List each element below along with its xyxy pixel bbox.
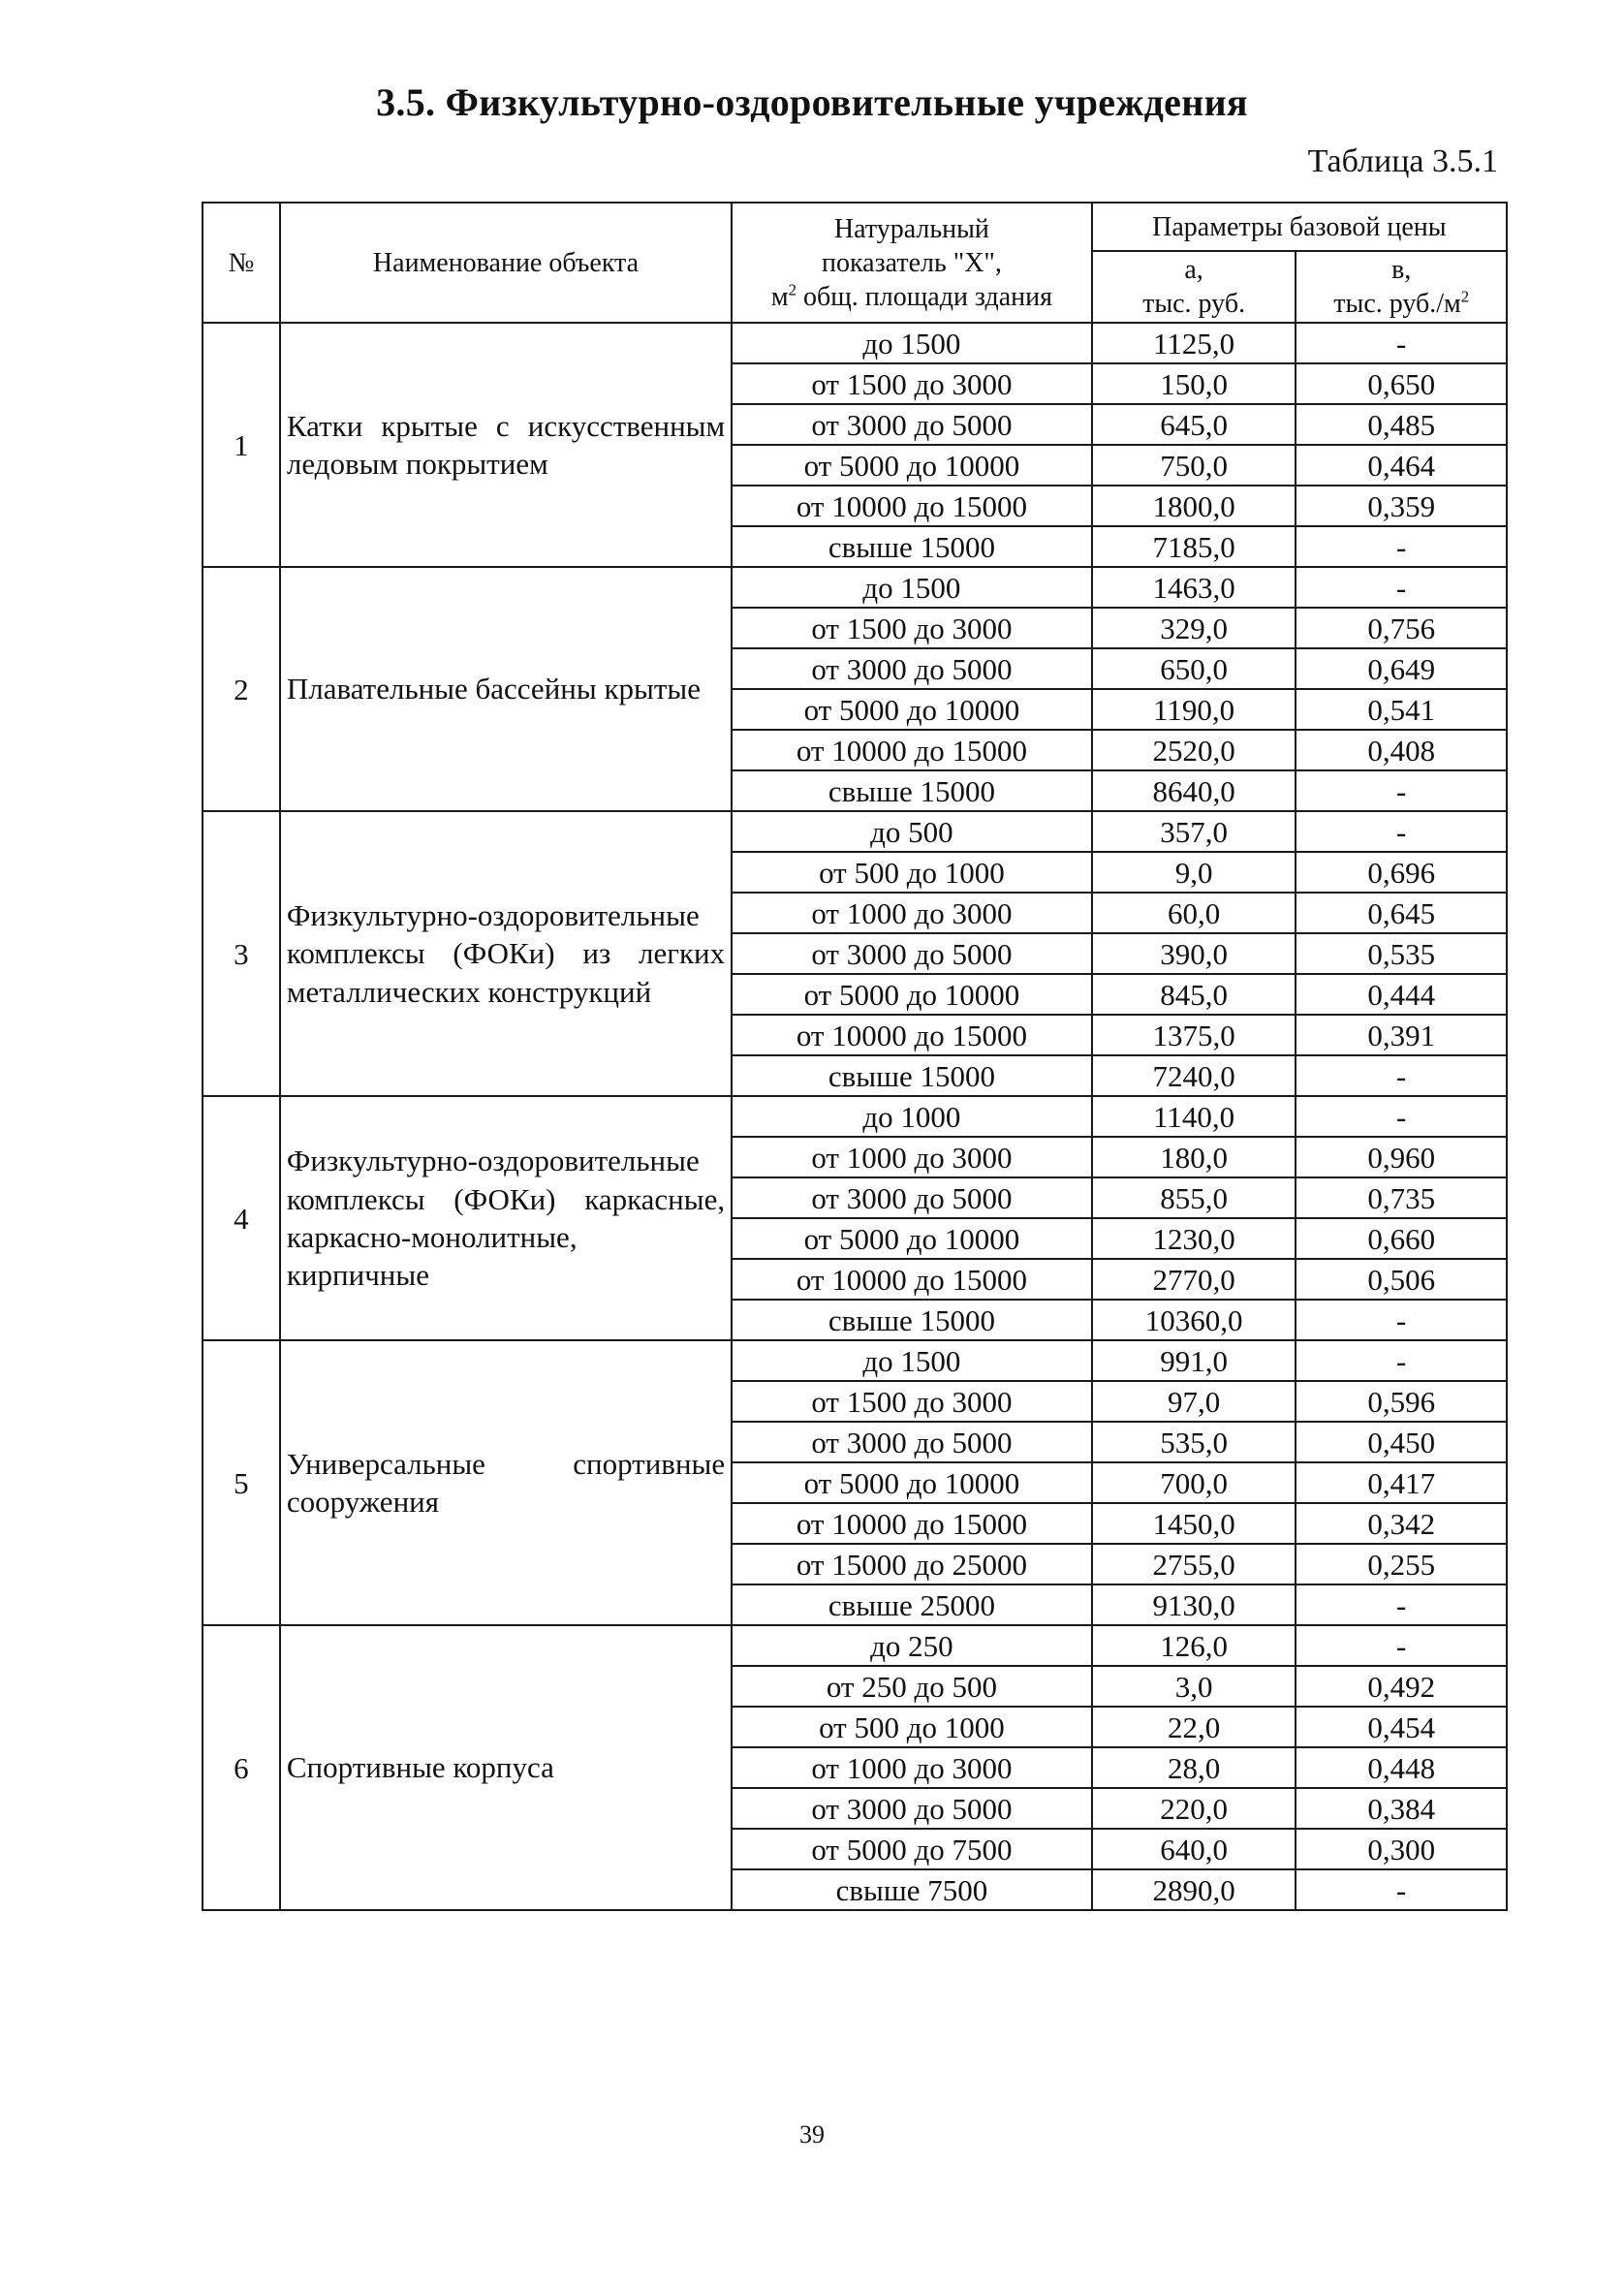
table-row xyxy=(203,323,1507,363)
param-a: 855,0 xyxy=(1092,1177,1296,1218)
param-b: 0,596 xyxy=(1296,1381,1507,1422)
param-a: 1375,0 xyxy=(1092,1015,1296,1055)
param-a: 1140,0 xyxy=(1092,1096,1296,1137)
param-a: 7240,0 xyxy=(1092,1055,1296,1096)
param-b: 0,649 xyxy=(1296,648,1507,689)
natural-indicator: от 1500 до 3000 xyxy=(732,1381,1092,1422)
header-natural-line1: Натуральный xyxy=(833,213,989,244)
param-a: 640,0 xyxy=(1092,1829,1296,1869)
natural-indicator: от 5000 до 10000 xyxy=(732,1218,1092,1259)
param-b: 0,535 xyxy=(1296,933,1507,974)
header-a xyxy=(1092,251,1296,323)
natural-indicator: от 10000 до 15000 xyxy=(732,1259,1092,1300)
natural-indicator: от 1000 до 3000 xyxy=(732,1747,1092,1788)
param-a: 22,0 xyxy=(1092,1707,1296,1747)
natural-indicator: от 10000 до 15000 xyxy=(732,730,1092,770)
param-b: 0,391 xyxy=(1296,1015,1507,1055)
param-a: 390,0 xyxy=(1092,933,1296,974)
param-b: 0,384 xyxy=(1296,1788,1507,1829)
param-b: - xyxy=(1296,1096,1507,1137)
header-b xyxy=(1296,251,1507,323)
natural-indicator: свыше 15000 xyxy=(732,1055,1092,1096)
param-b: 0,444 xyxy=(1296,974,1507,1015)
natural-indicator: от 10000 до 15000 xyxy=(732,1503,1092,1544)
param-a: 650,0 xyxy=(1092,648,1296,689)
natural-indicator: свыше 25000 xyxy=(732,1584,1092,1625)
param-a: 2770,0 xyxy=(1092,1259,1296,1300)
param-b: - xyxy=(1296,1340,1507,1381)
param-a: 991,0 xyxy=(1092,1340,1296,1381)
natural-indicator: до 1500 xyxy=(732,1340,1092,1381)
param-a: 1125,0 xyxy=(1092,323,1296,363)
param-b: 0,650 xyxy=(1296,363,1507,404)
table-label: Таблица 3.5.1 xyxy=(1307,143,1498,179)
param-a: 700,0 xyxy=(1092,1462,1296,1503)
param-a: 180,0 xyxy=(1092,1137,1296,1177)
param-b: - xyxy=(1296,323,1507,363)
natural-indicator: от 3000 до 5000 xyxy=(732,404,1092,445)
natural-indicator: до 250 xyxy=(732,1625,1092,1666)
natural-indicator: от 500 до 1000 xyxy=(732,1707,1092,1747)
object-number: 4 xyxy=(203,1096,280,1340)
natural-indicator: от 10000 до 15000 xyxy=(732,1015,1092,1055)
param-a: 3,0 xyxy=(1092,1666,1296,1707)
param-b: - xyxy=(1296,770,1507,811)
natural-indicator: от 250 до 500 xyxy=(732,1666,1092,1707)
param-a: 7185,0 xyxy=(1092,526,1296,567)
param-a: 9,0 xyxy=(1092,852,1296,893)
param-b: - xyxy=(1296,567,1507,608)
param-b: 0,300 xyxy=(1296,1829,1507,1869)
header-natural-unit: м xyxy=(770,281,789,312)
param-b: - xyxy=(1296,1055,1507,1096)
param-b: 0,417 xyxy=(1296,1462,1507,1503)
param-a: 845,0 xyxy=(1092,974,1296,1015)
param-a: 9130,0 xyxy=(1092,1584,1296,1625)
natural-indicator: от 1500 до 3000 xyxy=(732,363,1092,404)
object-number: 6 xyxy=(203,1625,280,1910)
natural-indicator: свыше 15000 xyxy=(732,1300,1092,1340)
header-a-line2: тыс. руб. xyxy=(1142,289,1246,319)
param-a: 1190,0 xyxy=(1092,689,1296,730)
param-a: 8640,0 xyxy=(1092,770,1296,811)
param-b: 0,960 xyxy=(1296,1137,1507,1177)
param-b: - xyxy=(1296,811,1507,852)
param-a: 1230,0 xyxy=(1092,1218,1296,1259)
header-a-line1: а, xyxy=(1184,255,1203,285)
param-a: 150,0 xyxy=(1092,363,1296,404)
table-row xyxy=(203,1096,1507,1137)
param-a: 126,0 xyxy=(1092,1625,1296,1666)
header-num: № xyxy=(203,203,280,323)
natural-indicator: от 3000 до 5000 xyxy=(732,933,1092,974)
param-a: 329,0 xyxy=(1092,608,1296,648)
object-name: Универсальные спортивные сооружения xyxy=(280,1340,732,1625)
object-number: 2 xyxy=(203,567,280,811)
table-body xyxy=(203,323,1507,1910)
header-natural-rest: общ. площади здания xyxy=(796,281,1053,312)
param-a: 97,0 xyxy=(1092,1381,1296,1422)
param-b: 0,408 xyxy=(1296,730,1507,770)
header-natural-line2: показатель "X", xyxy=(822,247,1002,278)
param-a: 60,0 xyxy=(1092,893,1296,933)
param-a: 220,0 xyxy=(1092,1788,1296,1829)
natural-indicator: до 1500 xyxy=(732,567,1092,608)
natural-indicator: от 5000 до 10000 xyxy=(732,445,1092,486)
header-natural-sup: 2 xyxy=(788,280,796,299)
param-b: 0,506 xyxy=(1296,1259,1507,1300)
natural-indicator: свыше 15000 xyxy=(732,526,1092,567)
natural-indicator: от 3000 до 5000 xyxy=(732,1177,1092,1218)
natural-indicator: от 3000 до 5000 xyxy=(732,1422,1092,1462)
param-b: 0,645 xyxy=(1296,893,1507,933)
header-b-line1: в, xyxy=(1391,255,1412,285)
object-name: Физкультурно-оздоровительные комплексы (ФОКи) из легких металлических конструкций xyxy=(280,811,732,1096)
object-name: Катки крытые с искусственным ледовым покрытием xyxy=(280,323,732,567)
param-b: 0,450 xyxy=(1296,1422,1507,1462)
natural-indicator: от 500 до 1000 xyxy=(732,852,1092,893)
param-a: 357,0 xyxy=(1092,811,1296,852)
param-b: - xyxy=(1296,526,1507,567)
table-row xyxy=(203,1625,1507,1666)
natural-indicator: до 1500 xyxy=(732,323,1092,363)
table-row xyxy=(203,1340,1507,1381)
param-b: - xyxy=(1296,1300,1507,1340)
object-number: 5 xyxy=(203,1340,280,1625)
param-b: 0,448 xyxy=(1296,1747,1507,1788)
natural-indicator: от 3000 до 5000 xyxy=(732,648,1092,689)
table-row xyxy=(203,811,1507,852)
param-a: 2890,0 xyxy=(1092,1869,1296,1910)
natural-indicator: от 5000 до 7500 xyxy=(732,1829,1092,1869)
param-a: 645,0 xyxy=(1092,404,1296,445)
param-b: 0,255 xyxy=(1296,1544,1507,1584)
object-name: Физкультурно-оздоровительные комплексы (ФОКи) каркасные, каркасно-монолитные, кирпичные xyxy=(280,1096,732,1340)
natural-indicator: до 1000 xyxy=(732,1096,1092,1137)
param-a: 28,0 xyxy=(1092,1747,1296,1788)
natural-indicator: от 1000 до 3000 xyxy=(732,893,1092,933)
natural-indicator: до 500 xyxy=(732,811,1092,852)
param-b: 0,454 xyxy=(1296,1707,1507,1747)
param-b: 0,660 xyxy=(1296,1218,1507,1259)
object-name: Плавательные бассейны крытые xyxy=(280,567,732,811)
natural-indicator: от 5000 до 10000 xyxy=(732,974,1092,1015)
header-natural xyxy=(732,203,1092,323)
natural-indicator: от 5000 до 10000 xyxy=(732,689,1092,730)
param-b: - xyxy=(1296,1625,1507,1666)
param-b: - xyxy=(1296,1869,1507,1910)
param-b: 0,359 xyxy=(1296,486,1507,526)
natural-indicator: от 3000 до 5000 xyxy=(732,1788,1092,1829)
param-b: 0,735 xyxy=(1296,1177,1507,1218)
param-a: 1450,0 xyxy=(1092,1503,1296,1544)
param-a: 1463,0 xyxy=(1092,567,1296,608)
table-row xyxy=(203,567,1507,608)
page-number: 39 xyxy=(799,2120,825,2149)
object-number: 3 xyxy=(203,811,280,1096)
param-b: 0,696 xyxy=(1296,852,1507,893)
header-name: Наименование объекта xyxy=(280,203,732,323)
natural-indicator: от 1000 до 3000 xyxy=(732,1137,1092,1177)
natural-indicator: от 15000 до 25000 xyxy=(732,1544,1092,1584)
param-b: 0,492 xyxy=(1296,1666,1507,1707)
header-b-sup: 2 xyxy=(1460,287,1470,306)
price-table xyxy=(202,202,1508,1911)
header-params: Параметры базовой цены xyxy=(1092,203,1507,251)
object-number: 1 xyxy=(203,323,280,567)
header-b-line2: тыс. руб./м xyxy=(1333,289,1461,319)
param-b: 0,541 xyxy=(1296,689,1507,730)
natural-indicator: свыше 7500 xyxy=(732,1869,1092,1910)
param-b: 0,342 xyxy=(1296,1503,1507,1544)
param-b: 0,756 xyxy=(1296,608,1507,648)
param-b: 0,485 xyxy=(1296,404,1507,445)
param-a: 2755,0 xyxy=(1092,1544,1296,1584)
param-a: 1800,0 xyxy=(1092,486,1296,526)
natural-indicator: от 5000 до 10000 xyxy=(732,1462,1092,1503)
natural-indicator: от 1500 до 3000 xyxy=(732,608,1092,648)
param-a: 750,0 xyxy=(1092,445,1296,486)
param-a: 535,0 xyxy=(1092,1422,1296,1462)
param-a: 2520,0 xyxy=(1092,730,1296,770)
page-title: 3.5. Физкультурно-оздоровительные учреждения xyxy=(376,80,1248,124)
param-b: - xyxy=(1296,1584,1507,1625)
natural-indicator: от 10000 до 15000 xyxy=(732,486,1092,526)
param-b: 0,464 xyxy=(1296,445,1507,486)
object-name: Спортивные корпуса xyxy=(280,1625,732,1910)
param-a: 10360,0 xyxy=(1092,1300,1296,1340)
natural-indicator: свыше 15000 xyxy=(732,770,1092,811)
